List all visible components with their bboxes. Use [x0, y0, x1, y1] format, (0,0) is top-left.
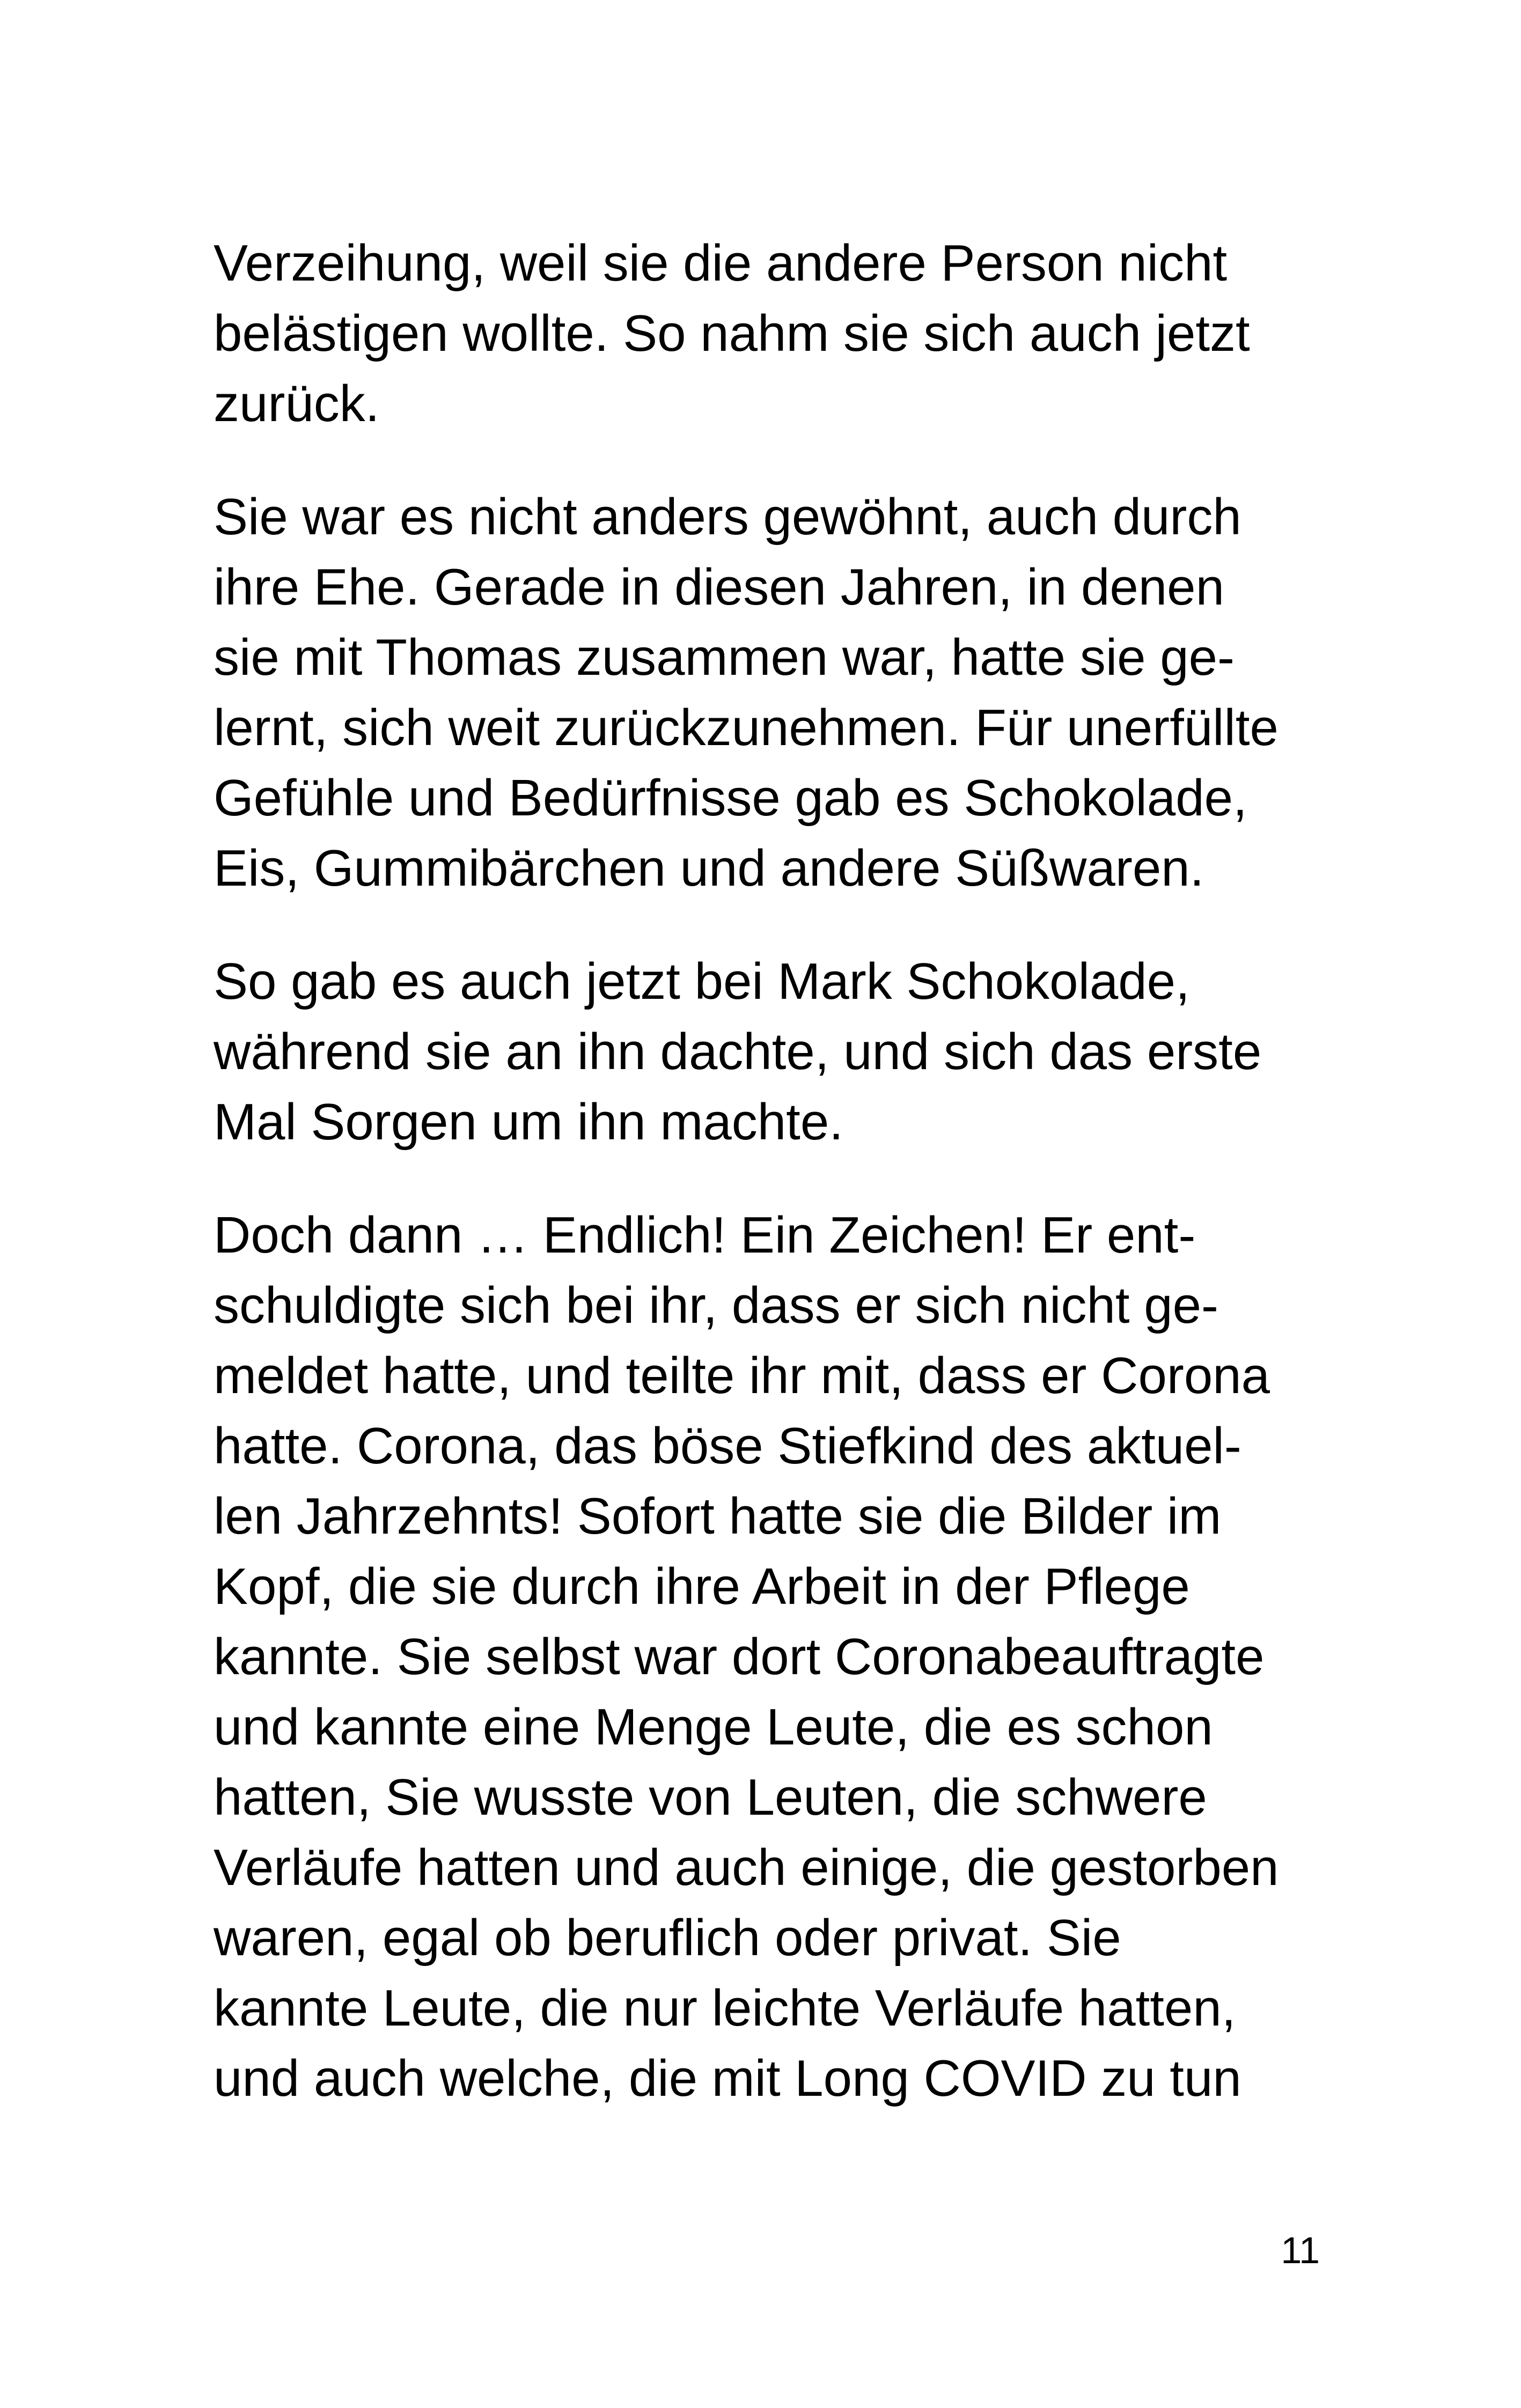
text-line: lernt, sich weit zurückzunehmen. Für unerfüllte: [214, 699, 1278, 756]
text-line: Eis, Gummibärchen und andere Süßwaren.: [214, 840, 1204, 897]
text-line: len Jahrzehnts! Sofort hatte sie die Bilder im: [214, 1487, 1222, 1545]
text-line: kannte Leute, die nur leichte Verläufe hatten,: [214, 1979, 1236, 2037]
paragraph-2: [214, 482, 1329, 903]
text-line: zurück.: [214, 375, 380, 432]
text-line: Doch dann … Endlich! Ein Zeichen! Er ent-: [214, 1206, 1196, 1264]
paragraph-3: [214, 946, 1329, 1157]
text-line: Gefühle und Bedürfnisse gab es Schokolade,: [214, 769, 1247, 827]
text-line: meldet hatte, und teilte ihr mit, dass er Corona: [214, 1347, 1270, 1404]
text-line: So gab es auch jetzt bei Mark Schokolade,: [214, 953, 1190, 1010]
text-line: Verläufe hatten und auch einige, die gestorben: [214, 1839, 1279, 1896]
text-line: waren, egal ob beruflich oder privat. Sie: [214, 1909, 1121, 1967]
text-line: Sie war es nicht anders gewöhnt, auch durch: [214, 488, 1241, 546]
text-line: Verzeihung, weil sie die andere Person nicht: [214, 234, 1228, 292]
paragraph-1: [214, 228, 1329, 439]
text-line: während sie an ihn dachte, und sich das erste: [214, 1023, 1262, 1080]
text-line: und auch welche, die mit Long COVID zu tun: [214, 2050, 1241, 2107]
text-line: und kannte eine Menge Leute, die es schon: [214, 1698, 1213, 1756]
text-line: schuldigte sich bei ihr, dass er sich nicht ge-: [214, 1277, 1218, 1334]
text-line: hatten, Sie wusste von Leuten, die schwere: [214, 1769, 1207, 1826]
text-line: kannte. Sie selbst war dort Coronabeauftragte: [214, 1628, 1265, 1685]
page-number: 11: [1281, 2229, 1320, 2271]
text-line: Mal Sorgen um ihn machte.: [214, 1093, 843, 1151]
text-line: ihre Ehe. Gerade in diesen Jahren, in denen: [214, 558, 1224, 616]
text-line: sie mit Thomas zusammen war, hatte sie ge-: [214, 629, 1235, 686]
paragraph-4: [214, 1200, 1329, 2114]
text-line: hatte. Corona, das böse Stiefkind des aktuel-: [214, 1417, 1241, 1475]
page-body: [214, 228, 1329, 2156]
text-line: belästigen wollte. So nahm sie sich auch jetzt: [214, 305, 1250, 362]
text-line: Kopf, die sie durch ihre Arbeit in der Pflege: [214, 1558, 1190, 1615]
